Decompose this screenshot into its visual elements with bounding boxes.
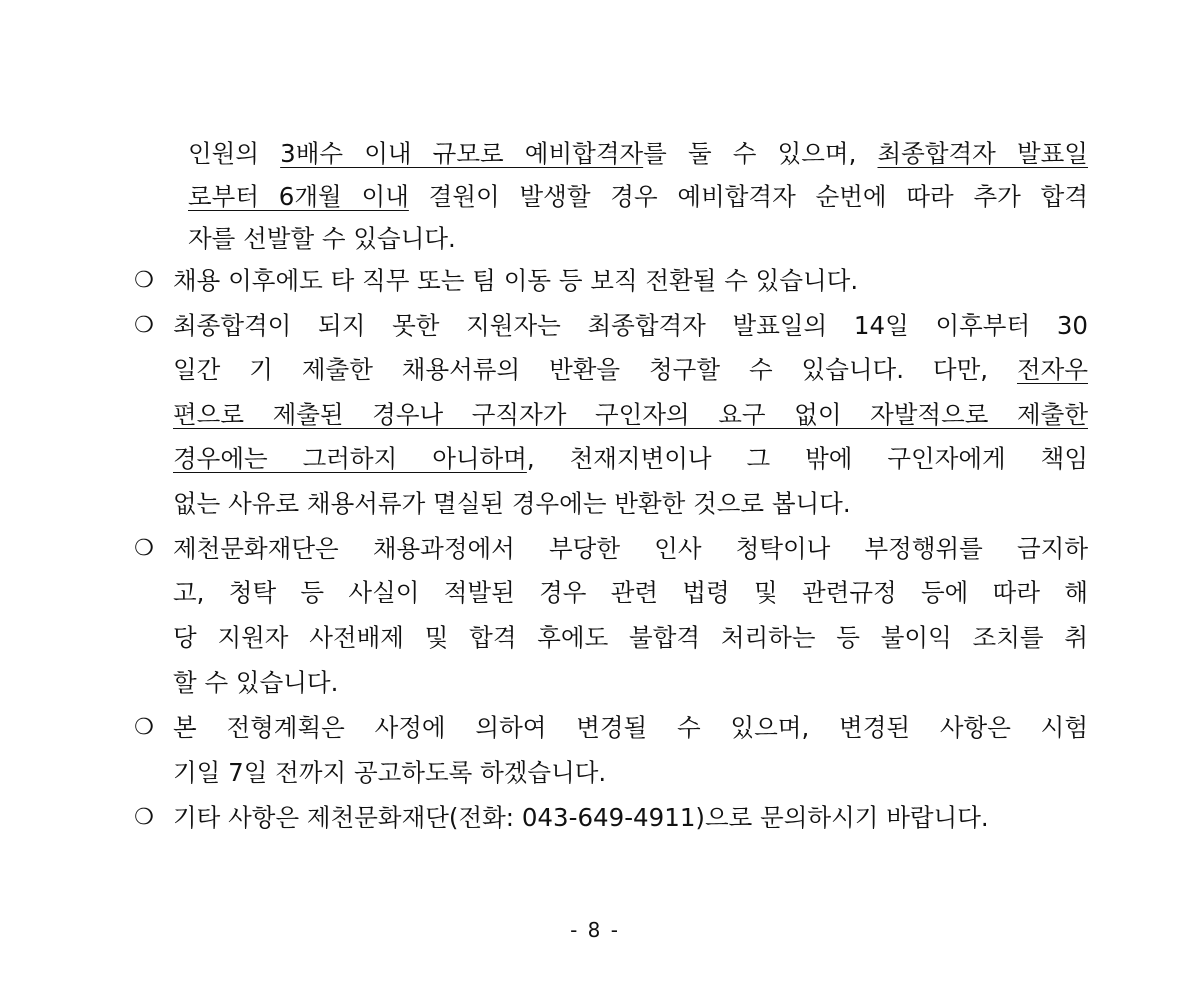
line-text (173, 661, 338, 705)
line-text (173, 571, 1088, 615)
line-text (188, 217, 456, 261)
line-text (173, 751, 606, 795)
text-segment: 일간 기 제출한 채용서류의 반환을 청구할 수 있습니다. 다만, (173, 355, 1017, 384)
text-segment: 제천문화재단은 채용과정에서 부당한 인사 청탁이나 부정행위를 금지하 (173, 534, 1088, 563)
text-segment: 할 수 있습니다. (173, 668, 339, 697)
text-segment: 당 지원자 사전배제 및 합격 후에도 불합격 처리하는 등 불이익 조치를 취 (173, 623, 1088, 652)
circle-bullet-icon: ❍ (134, 805, 154, 830)
underlined-text: 3배수 이내 규모로 예비합격자 (280, 139, 644, 168)
circle-bullet-icon: ❍ (134, 268, 154, 293)
line-text (173, 304, 1088, 348)
text-line (0, 616, 1190, 660)
page-number: - 8 - (570, 918, 620, 942)
line-text (188, 175, 1088, 219)
text-segment: 최종합격이 되지 못한 지원자는 최종합격자 발표일의 14일 이후부터 30 (173, 311, 1088, 340)
circle-bullet-icon: ❍ (134, 536, 154, 561)
bullet-item (0, 796, 1190, 840)
line-text (173, 348, 1088, 392)
text-segment: , 천재지변이나 그 밖에 구인자에게 책임 (526, 444, 1088, 473)
bullet-item (0, 304, 1190, 348)
text-segment: 기타 사항은 제천문화재단(전화: 043-649-4911)으로 문의하시기 바랍니다. (173, 803, 989, 832)
line-text (173, 259, 858, 303)
underlined-text: 로부터 6개월 이내 (188, 182, 409, 211)
bullet-item (0, 706, 1190, 750)
text-line (0, 217, 1190, 261)
line-text (173, 616, 1088, 660)
underlined-text: 전자우 (1016, 355, 1088, 384)
text-segment: 를 둘 수 있으며, (643, 139, 878, 168)
line-text (173, 437, 1088, 481)
bullet-item (0, 527, 1190, 571)
line-text (173, 482, 851, 526)
line-text (173, 796, 989, 840)
text-line (0, 348, 1190, 392)
text-segment: 본 전형계획은 사정에 의하여 변경될 수 있으며, 변경된 사항은 시험 (173, 713, 1088, 742)
text-segment: 채용 이후에도 타 직무 또는 팀 이동 등 보직 전환될 수 있습니다. (173, 266, 859, 295)
line-text (173, 393, 1088, 437)
text-line (0, 393, 1190, 437)
line-text (173, 527, 1088, 571)
text-segment: 없는 사유로 채용서류가 멸실된 경우에는 반환한 것으로 봅니다. (173, 489, 851, 518)
text-line (0, 132, 1190, 176)
text-segment: 결원이 발생할 경우 예비합격자 순번에 따라 추가 합격 (408, 182, 1088, 211)
text-line (0, 437, 1190, 481)
text-line (0, 751, 1190, 795)
text-line (0, 571, 1190, 615)
text-segment: 고, 청탁 등 사실이 적발된 경우 관련 법령 및 관련규정 등에 따라 해 (173, 578, 1088, 607)
line-text (188, 132, 1088, 176)
bullet-item (0, 259, 1190, 303)
circle-bullet-icon: ❍ (134, 313, 154, 338)
text-segment: 자를 선발할 수 있습니다. (188, 224, 456, 253)
text-line (0, 175, 1190, 219)
line-text (173, 706, 1088, 750)
text-line (0, 482, 1190, 526)
circle-bullet-icon: ❍ (134, 715, 154, 740)
text-segment: 인원의 (188, 139, 281, 168)
text-segment: 기일 7일 전까지 공고하도록 하겠습니다. (173, 758, 607, 787)
underlined-text: 경우에는 그러하지 아니하며 (173, 444, 527, 473)
text-line (0, 661, 1190, 705)
underlined-text: 편으로 제출된 경우나 구직자가 구인자의 요구 없이 자발적으로 제출한 (173, 400, 1088, 429)
underlined-text: 최종합격자 발표일 (877, 139, 1088, 168)
